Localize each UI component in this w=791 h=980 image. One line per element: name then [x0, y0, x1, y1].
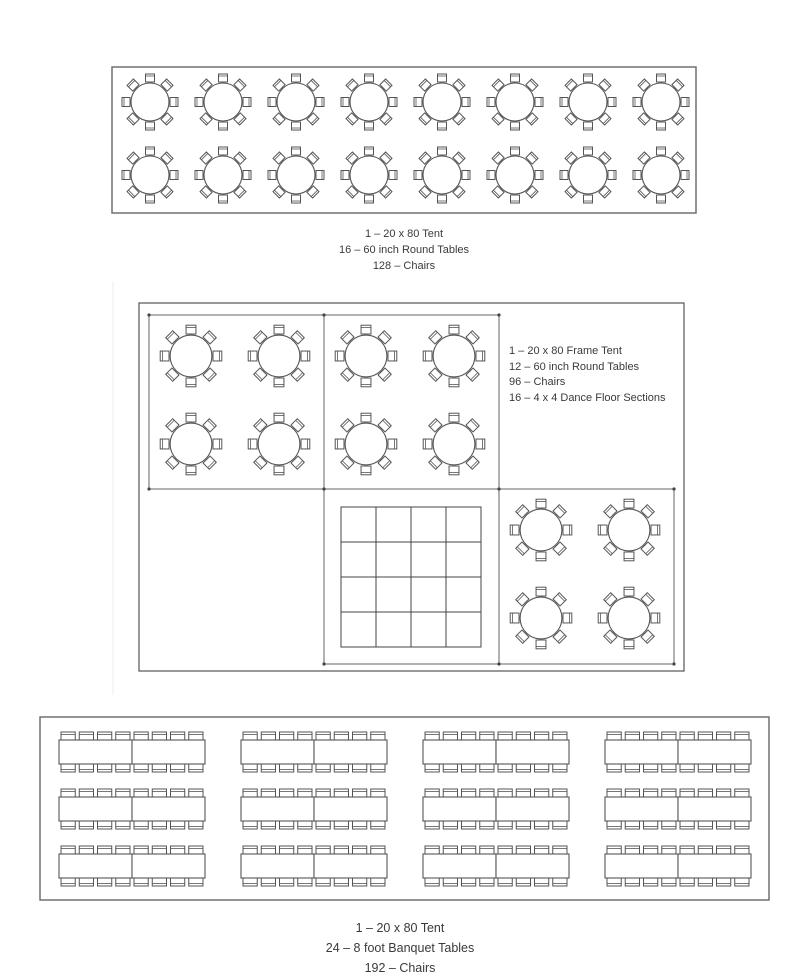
banquet-table-group — [605, 846, 751, 886]
banquet-table — [314, 854, 387, 878]
layout-2-legend — [509, 344, 666, 406]
table-top — [131, 156, 169, 194]
round-table — [487, 74, 543, 130]
chair — [633, 98, 641, 107]
banquet-table — [241, 740, 314, 764]
round-table — [560, 74, 616, 130]
chair — [657, 147, 666, 155]
chair — [423, 351, 432, 361]
table-top — [433, 423, 475, 465]
chair — [122, 171, 130, 180]
caption-line: 24 – 8 foot Banquet Tables — [325, 941, 475, 955]
chair — [365, 74, 374, 82]
frame-post — [497, 487, 500, 490]
banquet-table — [132, 854, 205, 878]
table-top — [204, 83, 242, 121]
chair — [365, 147, 374, 155]
chair — [563, 613, 572, 623]
round-table — [195, 74, 251, 130]
chair — [651, 525, 660, 535]
chair — [624, 640, 634, 649]
frame-post — [322, 313, 325, 316]
table-top — [170, 423, 212, 465]
banquet-table-group — [241, 789, 387, 829]
chair — [584, 195, 593, 203]
banquet-table-group — [423, 732, 569, 772]
chair — [243, 171, 251, 180]
chair — [219, 74, 228, 82]
caption-line: 192 – Chairs — [364, 961, 436, 975]
chair — [195, 171, 203, 180]
chair — [365, 195, 374, 203]
chair — [608, 98, 616, 107]
chair — [598, 525, 607, 535]
frame-post — [497, 662, 500, 665]
banquet-table-group — [423, 789, 569, 829]
banquet-table — [314, 797, 387, 821]
banquet-tent-layout — [40, 717, 769, 900]
chair — [438, 147, 447, 155]
round-table — [414, 147, 470, 203]
banquet-table — [678, 854, 751, 878]
chair — [170, 171, 178, 180]
chair — [274, 378, 284, 387]
chair — [361, 325, 371, 334]
chair — [584, 147, 593, 155]
legend-line: 12 – 60 inch Round Tables — [509, 360, 640, 373]
dance-floor-section — [411, 507, 446, 542]
chair — [510, 613, 519, 623]
chair — [563, 525, 572, 535]
round-table — [487, 147, 543, 203]
round-table — [414, 74, 470, 130]
chair — [219, 122, 228, 130]
table-top — [520, 597, 562, 639]
table-top — [608, 597, 650, 639]
round-table — [335, 325, 397, 387]
banquet-table-group — [423, 846, 569, 886]
chair — [487, 98, 495, 107]
dance-floor — [341, 507, 481, 647]
banquet-table — [605, 740, 678, 764]
chair — [274, 413, 284, 422]
banquet-table-group — [605, 789, 751, 829]
chair — [476, 439, 485, 449]
frame-post — [672, 662, 675, 665]
chair — [438, 195, 447, 203]
chair — [535, 98, 543, 107]
chair — [146, 122, 155, 130]
chair — [608, 171, 616, 180]
frame-post — [147, 313, 150, 316]
round-table — [122, 74, 178, 130]
banquet-table — [496, 854, 569, 878]
chair — [414, 98, 422, 107]
chair — [213, 439, 222, 449]
banquet-table — [605, 797, 678, 821]
chair — [536, 640, 546, 649]
round-table — [341, 147, 397, 203]
chair — [624, 587, 634, 596]
chair — [335, 351, 344, 361]
chair — [361, 413, 371, 422]
chair — [511, 195, 520, 203]
table-top — [204, 156, 242, 194]
table-top — [569, 83, 607, 121]
chair — [335, 439, 344, 449]
round-table — [268, 74, 324, 130]
banquet-table — [314, 740, 387, 764]
chair — [651, 613, 660, 623]
chair — [536, 587, 546, 596]
chair — [316, 171, 324, 180]
banquet-table-group — [241, 846, 387, 886]
dance-floor-section — [446, 612, 481, 647]
banquet-table — [496, 740, 569, 764]
round-table — [423, 325, 485, 387]
banquet-table — [423, 854, 496, 878]
banquet-table — [678, 740, 751, 764]
layout-3-caption — [285, 918, 515, 978]
banquet-table — [423, 797, 496, 821]
chair — [511, 147, 520, 155]
banquet-table — [241, 797, 314, 821]
chair — [560, 171, 568, 180]
chair — [449, 325, 459, 334]
chair — [462, 171, 470, 180]
chair — [657, 122, 666, 130]
banquet-table-group — [59, 732, 205, 772]
table-top — [170, 335, 212, 377]
chair — [535, 171, 543, 180]
chair — [476, 351, 485, 361]
round-table — [335, 413, 397, 475]
chair — [186, 466, 196, 475]
dance-floor-section — [446, 542, 481, 577]
chair — [292, 195, 301, 203]
chair — [301, 439, 310, 449]
frame-post — [322, 662, 325, 665]
dance-floor-section — [411, 612, 446, 647]
dance-floor-section — [411, 542, 446, 577]
round-table — [633, 147, 689, 203]
dance-floor-section — [411, 577, 446, 612]
round-table — [423, 413, 485, 475]
frame-post — [322, 487, 325, 490]
round-table — [248, 325, 310, 387]
chair — [213, 351, 222, 361]
chair — [511, 74, 520, 82]
round-table-tent-layout — [112, 67, 696, 213]
banquet-table — [59, 797, 132, 821]
round-table — [341, 74, 397, 130]
chair — [624, 499, 634, 508]
chair — [510, 525, 519, 535]
banquet-table — [678, 797, 751, 821]
table-top — [277, 83, 315, 121]
legend-line: 1 – 20 x 80 Frame Tent — [509, 345, 622, 357]
banquet-table — [132, 740, 205, 764]
chair — [584, 122, 593, 130]
dance-floor-section — [341, 542, 376, 577]
table-top — [569, 156, 607, 194]
table-top — [433, 335, 475, 377]
banquet-table-group — [605, 732, 751, 772]
banquet-table — [605, 854, 678, 878]
chair — [292, 74, 301, 82]
round-table — [560, 147, 616, 203]
chair — [301, 351, 310, 361]
chair — [361, 378, 371, 387]
chair — [243, 98, 251, 107]
table-top — [496, 156, 534, 194]
frame-post — [147, 487, 150, 490]
chair — [160, 439, 169, 449]
chair — [438, 74, 447, 82]
round-table — [598, 587, 660, 649]
dance-floor-section — [446, 507, 481, 542]
table-top — [277, 156, 315, 194]
table-top — [642, 83, 680, 121]
legend-line: 16 – 4 x 4 Dance Floor Sections — [509, 391, 666, 404]
table-top — [350, 156, 388, 194]
chair — [598, 613, 607, 623]
round-table — [160, 325, 222, 387]
round-table — [510, 499, 572, 561]
banquet-table-group — [59, 846, 205, 886]
dance-floor-section — [376, 577, 411, 612]
chair — [186, 413, 196, 422]
chair — [248, 351, 257, 361]
chair — [274, 466, 284, 475]
table-top — [258, 423, 300, 465]
caption-line: 1 – 20 x 80 Tent — [364, 228, 444, 240]
round-table — [633, 74, 689, 130]
chair — [681, 98, 689, 107]
round-table — [122, 147, 178, 203]
table-top — [608, 509, 650, 551]
chair — [462, 98, 470, 107]
chair — [186, 325, 196, 334]
chair — [536, 552, 546, 561]
banquet-table — [423, 740, 496, 764]
chair — [341, 171, 349, 180]
round-table — [248, 413, 310, 475]
chair — [292, 147, 301, 155]
banquet-table-group — [59, 789, 205, 829]
chair — [511, 122, 520, 130]
chair — [449, 378, 459, 387]
chair — [146, 195, 155, 203]
chair — [389, 171, 397, 180]
banquet-table — [59, 740, 132, 764]
round-table — [268, 147, 324, 203]
banquet-table — [241, 854, 314, 878]
chair — [657, 74, 666, 82]
caption-line: 128 – Chairs — [372, 260, 436, 272]
dance-floor-section — [446, 577, 481, 612]
round-table — [195, 147, 251, 203]
table-top — [642, 156, 680, 194]
chair — [423, 439, 432, 449]
chair — [274, 325, 284, 334]
dance-floor-section — [341, 612, 376, 647]
banquet-table — [132, 797, 205, 821]
legend-line: 96 – Chairs — [509, 376, 566, 388]
table-top — [350, 83, 388, 121]
chair — [584, 74, 593, 82]
banquet-table-group — [241, 732, 387, 772]
round-table — [598, 499, 660, 561]
caption-line: 1 – 20 x 80 Tent — [355, 921, 445, 935]
chair — [487, 171, 495, 180]
chair — [170, 98, 178, 107]
chair — [341, 98, 349, 107]
table-top — [423, 83, 461, 121]
dance-floor-section — [341, 577, 376, 612]
dance-floor-section — [376, 612, 411, 647]
dance-floor-section — [341, 507, 376, 542]
chair — [449, 413, 459, 422]
chair — [160, 351, 169, 361]
chair — [681, 171, 689, 180]
dance-floor-section — [376, 507, 411, 542]
chair — [449, 466, 459, 475]
chair — [316, 98, 324, 107]
chair — [633, 171, 641, 180]
chair — [268, 171, 276, 180]
chair — [219, 195, 228, 203]
table-top — [496, 83, 534, 121]
chair — [438, 122, 447, 130]
table-top — [258, 335, 300, 377]
frame-post — [497, 313, 500, 316]
dance-floor-section — [376, 542, 411, 577]
table-top — [131, 83, 169, 121]
banquet-table — [496, 797, 569, 821]
chair — [388, 351, 397, 361]
chair — [122, 98, 130, 107]
chair — [560, 98, 568, 107]
chair — [146, 74, 155, 82]
chair — [146, 147, 155, 155]
chair — [292, 122, 301, 130]
chair — [388, 439, 397, 449]
chair — [268, 98, 276, 107]
table-top — [520, 509, 562, 551]
table-top — [345, 423, 387, 465]
layout-1-caption — [304, 226, 504, 274]
table-top — [345, 335, 387, 377]
chair — [186, 378, 196, 387]
banquet-table — [59, 854, 132, 878]
chair — [361, 466, 371, 475]
chair — [536, 499, 546, 508]
chair — [365, 122, 374, 130]
caption-line: 16 – 60 inch Round Tables — [338, 244, 470, 256]
round-table — [160, 413, 222, 475]
chair — [248, 439, 257, 449]
chair — [389, 98, 397, 107]
chair — [219, 147, 228, 155]
frame-post — [672, 487, 675, 490]
table-top — [423, 156, 461, 194]
chair — [624, 552, 634, 561]
chair — [195, 98, 203, 107]
chair — [414, 171, 422, 180]
round-table — [510, 587, 572, 649]
chair — [657, 195, 666, 203]
